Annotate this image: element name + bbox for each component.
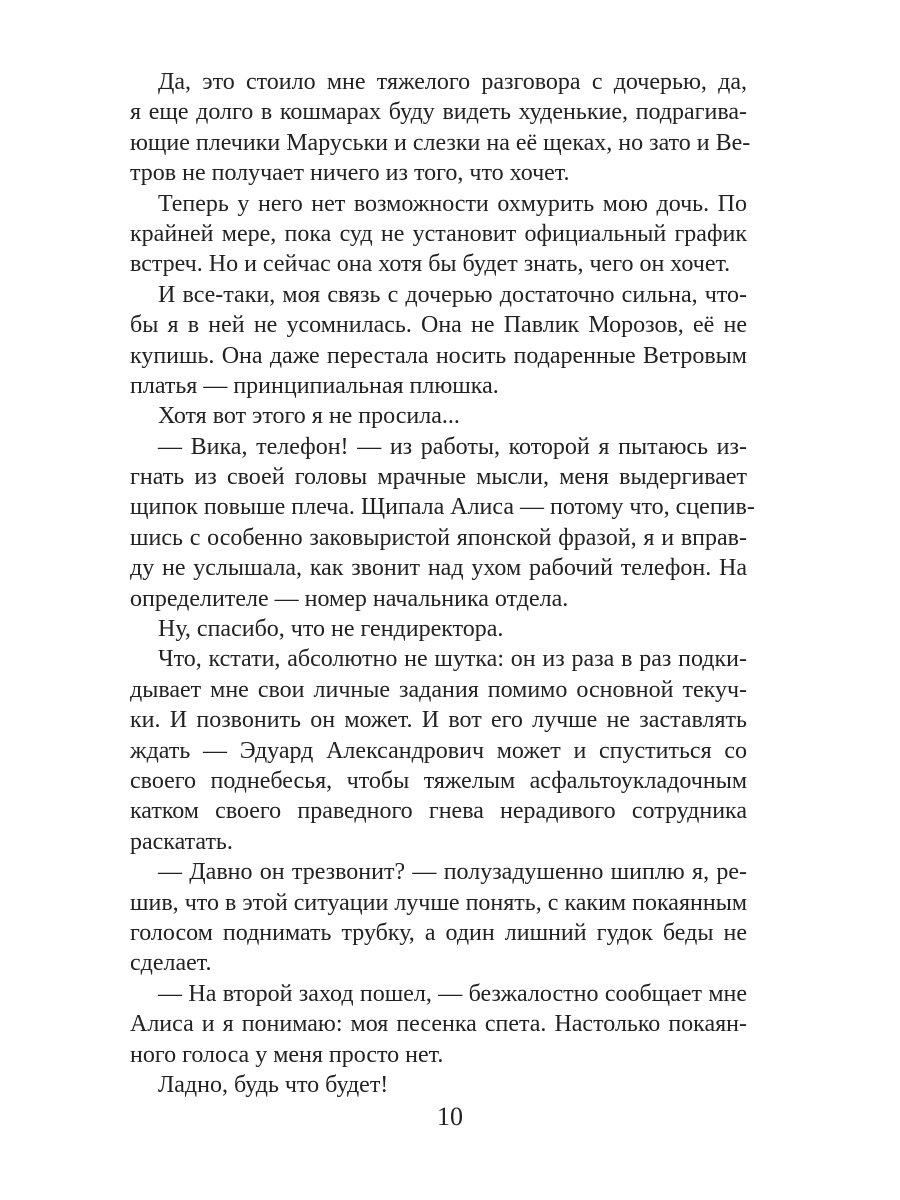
text-line: Да, это стоило мне тяжелого разговора с дочерью, да,: [158, 69, 747, 95]
text-line: И все-таки, моя связь с дочерью достаточно сильна, что-: [158, 281, 747, 308]
text-line: своего поднебесья, чтобы тяжелым асфальтоукладочным: [130, 767, 747, 794]
text-line: щипок повыше плеча. Щипала Алиса — потому что, сцепив-: [130, 494, 755, 521]
text-line: Теперь у него нет возможности охмурить мою дочь. По: [158, 190, 747, 217]
text-line: ду не услышала, как звонит над ухом рабочий телефон. На: [130, 555, 747, 582]
text-line: — На второй заход пошел, — безжалостно сообщает мне: [158, 980, 747, 1007]
text-line: гнать из своей головы мрачные мысли, меня выдергивает: [130, 464, 747, 491]
text-line: — Вика, телефон! — из работы, которой я пытаюсь из-: [158, 433, 747, 460]
text-line: платья — принципиальная плюшка.: [130, 372, 499, 399]
text-line: ждать — Эдуард Александрович может и спуститься со: [130, 737, 747, 764]
text-line: дывает мне свои личные задания помимо основной текуч-: [130, 676, 747, 703]
text-line: крайней мере, пока суд не установит официальный график: [130, 220, 747, 247]
text-line: — Давно он трезвонит? — полузадушенно шиплю я, ре-: [158, 859, 747, 886]
text-line: я еще долго в кошмарах буду видеть худенькие, подрагива-: [130, 99, 747, 126]
text-line: раскатать.: [130, 828, 233, 855]
text-line: Хотя вот этого я не просила...: [158, 403, 460, 430]
text-line: Что, кстати, абсолютно не шутка: он из раза в раз подки-: [158, 646, 747, 673]
text-line: ного голоса у меня просто нет.: [130, 1041, 444, 1068]
text-line: бы я в ней не усомнилась. Она не Павлик Морозов, её не: [130, 312, 747, 339]
text-line: шись с особенно заковыристой японской фразой, я и вправ-: [130, 524, 747, 551]
text-line: катком своего праведного гнева нерадивого сотрудника: [130, 798, 747, 825]
text-line: голосом поднимать трубку, а один лишний гудок беды не: [130, 919, 747, 946]
text-line: купишь. Она даже перестала носить подаренные Ветровым: [130, 342, 747, 369]
text-line: сделает.: [130, 950, 212, 977]
text-line: ки. И позвонить он может. И вот его лучше не заставлять: [130, 707, 747, 734]
text-line: Ну, спасибо, что не гендиректора.: [158, 616, 504, 643]
text-line: Ладно, будь что будет!: [158, 1071, 389, 1098]
text-line: шив, что в этой ситуации лучше понять, с каким покаянным: [130, 889, 747, 916]
text-line: тров не получает ничего из того, что хочет.: [130, 160, 570, 187]
text-line: ющие плечики Маруськи и слезки на её щеках, но зато и Ве-: [130, 129, 751, 156]
body-text: [130, 67, 755, 1100]
text-line: Алиса и я понимаю: моя песенка спета. Настолько покаян-: [130, 1011, 747, 1038]
text-line: встреч. Но и сейчас она хотя бы будет знать, чего он хочет.: [130, 251, 731, 278]
page-number: 10: [437, 1102, 463, 1131]
text-line: определителе — номер начальника отдела.: [130, 585, 569, 612]
